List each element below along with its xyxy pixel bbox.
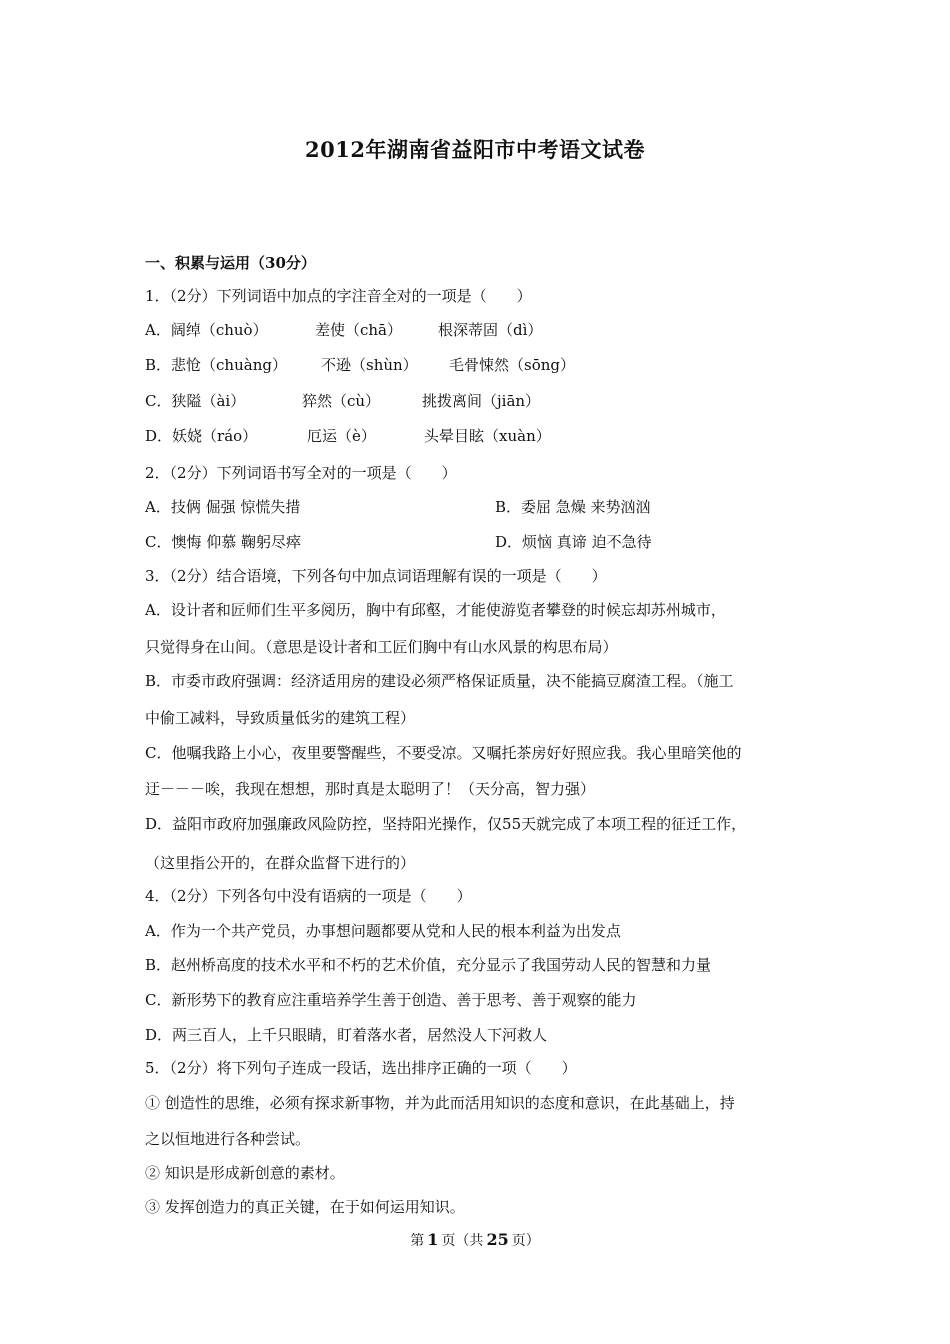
question-1-option-a	[145, 320, 805, 340]
option-b-word-2: 不逊（shùn）	[321, 356, 418, 374]
page-footer	[0, 1230, 950, 1250]
question-4-option-d: D．两三百人，上千只眼睛，盯着落水者，居然没人下河救人	[145, 1026, 548, 1044]
footer-suffix: 页）	[511, 1233, 540, 1249]
question-2-option-c: C．懊悔 仰慕 鞠躬尽瘁	[145, 533, 302, 551]
footer-page-number: 1	[427, 1230, 439, 1249]
question-4-stem: 4．（2分）下列各句中没有语病的一项是（ ）	[145, 887, 472, 905]
question-3-option-c: C．他嘱我路上小心，夜里要警醒些，不要受凉。又嘱托茶房好好照应我。我心里暗笑他的	[145, 744, 742, 762]
question-5-sentence-2: ② 知识是形成新创意的素材。	[145, 1164, 345, 1182]
option-c-word-3: 挑拨离间（jiān）	[422, 392, 541, 410]
option-a-word-3: 根深蒂固（dì）	[438, 321, 543, 339]
question-3-option-b-cont: 中偷工减料，导致质量低劣的建筑工程）	[145, 709, 416, 727]
option-a-word-2: 差使（chā）	[315, 321, 403, 339]
question-3-option-a-cont: 只觉得身在山间。（意思是设计者和工匠们胸中有山水风景的构思布局）	[145, 638, 618, 656]
question-5-sentence-3: ③ 发挥创造力的真正关键，在于如何运用知识。	[145, 1198, 465, 1216]
question-1-option-c	[145, 391, 805, 411]
footer-total-pages: 25	[486, 1230, 509, 1249]
option-b-word-1: B．悲怆（chuàng）	[145, 356, 287, 374]
option-b-word-3: 毛骨悚然（sōng）	[449, 356, 575, 374]
question-2-option-a: A．技俩 倔强 惊慌失措	[145, 498, 301, 516]
question-4-option-b: B．赵州桥高度的技术水平和不朽的艺术价值，充分显示了我国劳动人民的智慧和力量	[145, 956, 712, 974]
question-4-option-a: A．作为一个共产党员，办事想问题都要从党和人民的根本利益为出发点	[145, 922, 621, 940]
question-2-option-b: B．委屈 急燥 来势汹汹	[495, 498, 651, 516]
option-d-word-3: 头晕目眩（xuàn）	[424, 427, 551, 445]
footer-prefix: 第	[410, 1233, 425, 1249]
question-5-sentence-1: ① 创造性的思维，必须有探求新事物，并为此而活用知识的态度和意识，在此基础上，持	[145, 1094, 735, 1112]
question-2-stem: 2．（2分）下列词语书写全对的一项是（ ）	[145, 464, 457, 482]
question-1-stem: 1．（2分）下列词语中加点的字注音全对的一项是（ ）	[145, 287, 532, 305]
question-3-option-b: B．市委市政府强调：经济适用房的建设必须严格保证质量，决不能搞豆腐渣工程。（施工	[145, 672, 734, 690]
option-d-word-1: D．妖娆（ráo）	[145, 427, 258, 445]
question-3-option-a: A．设计者和匠师们生平多阅历，胸中有邱壑，才能使游览者攀登的时候忘却苏州城市，	[145, 601, 726, 619]
page-title: 2012年湖南省益阳市中考语文试卷	[305, 137, 645, 162]
section-heading: 一、积累与运用（30分）	[145, 254, 316, 272]
question-3-option-c-cont: 迂－－－唉，我现在想想，那时真是太聪明了！（天分高，智力强）	[145, 780, 596, 798]
option-d-word-2: 厄运（è）	[307, 427, 376, 445]
question-3-stem: 3．（2分）结合语境，下列各句中加点词语理解有误的一项是（ ）	[145, 567, 607, 585]
question-2-option-d: D．烦恼 真谛 迫不急待	[495, 533, 652, 551]
option-a-word-1: A．阔绰（chuò）	[145, 321, 268, 339]
question-5-sentence-1-cont: 之以恒地进行各种尝试。	[145, 1130, 311, 1148]
question-3-option-d: D．益阳市政府加强廉政风险防控，坚持阳光操作，仅55天就完成了本项工程的征迁工作，	[145, 815, 747, 833]
question-3-option-d-cont: （这里指公开的，在群众监督下进行的）	[145, 854, 416, 872]
question-5-stem: 5．（2分）将下列句子连成一段话，选出排序正确的一项（ ）	[145, 1059, 577, 1077]
question-1-option-d	[145, 426, 805, 446]
question-1-option-b	[145, 355, 805, 375]
question-4-option-c: C．新形势下的教育应注重培养学生善于创造、善于思考、善于观察的能力	[145, 991, 637, 1009]
option-c-word-2: 猝然（cù）	[302, 392, 381, 410]
option-c-word-1: C．狭隘（ài）	[145, 392, 246, 410]
footer-mid: 页（共	[441, 1233, 484, 1249]
